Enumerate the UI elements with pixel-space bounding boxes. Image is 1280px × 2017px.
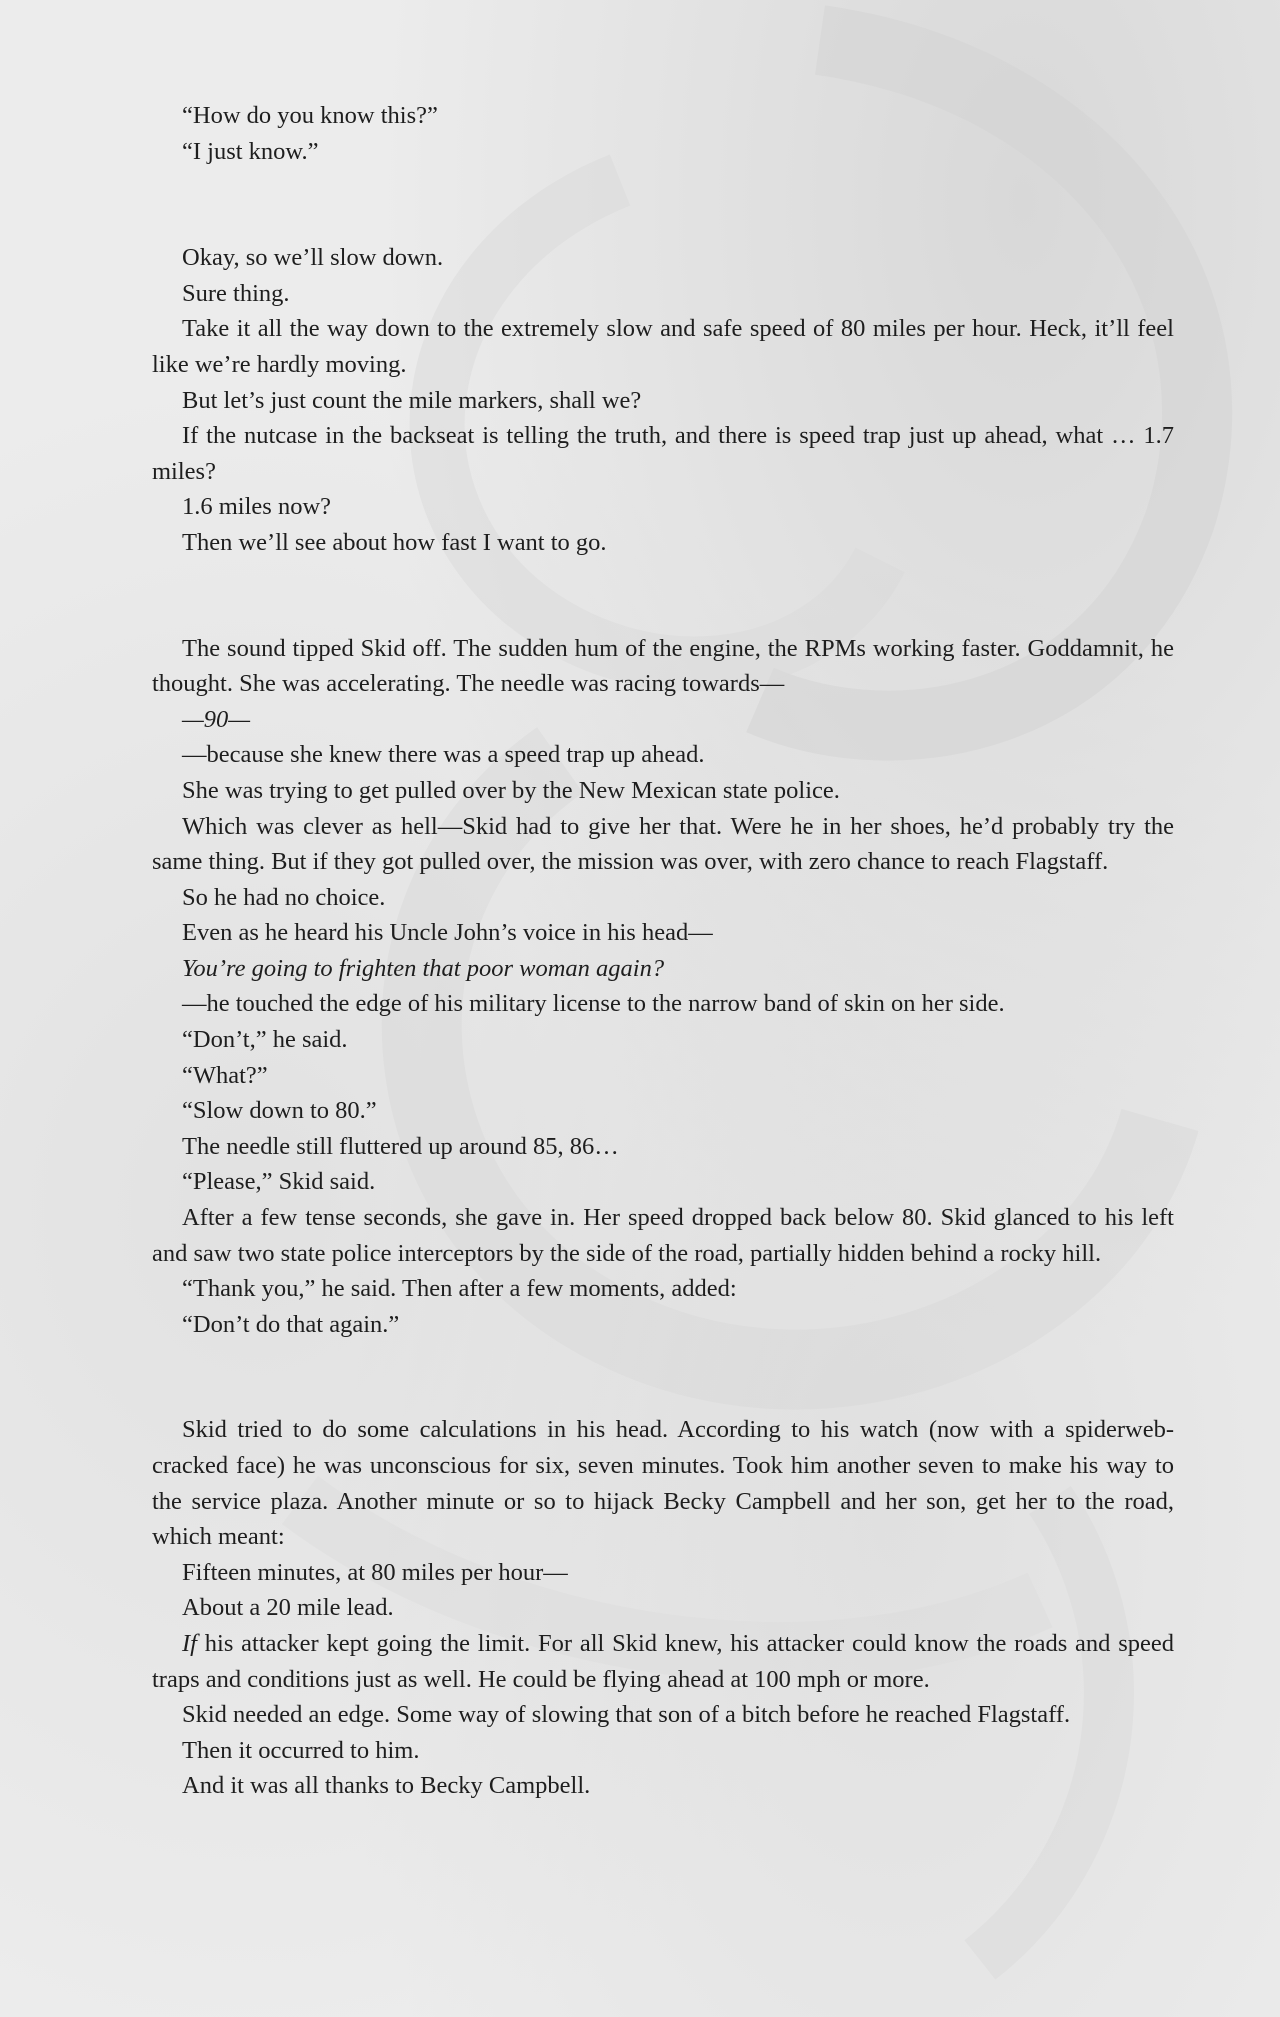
paragraph: The sound tipped Skid off. The sudden hum of the engine, the RPMs working faster. Goddamnit, he thought. She was accelerating. The needle was racing towards— <box>152 634 1174 698</box>
paragraph: Then it occurred to him. <box>182 1736 420 1764</box>
paragraph: Okay, so we’ll slow down. <box>182 244 444 272</box>
italic-line: You’re going to frighten that poor woman again? <box>182 954 665 982</box>
dialogue-line: “Don’t,” he said. <box>182 1026 348 1054</box>
dialogue-line: “Please,” Skid said. <box>182 1168 376 1196</box>
paragraph: Which was clever as hell—Skid had to give her that. Were he in her shoes, he’d probably try the same thing. But if they got pulled over, the mission was over, with zero chance to reach Flagstaff. <box>152 812 1174 876</box>
paragraph: Sure thing. <box>182 279 290 307</box>
italic-line: —90— <box>182 705 251 733</box>
dialogue-line: “What?” <box>182 1061 268 1089</box>
paragraph: Take it all the way down to the extremely slow and safe speed of 80 miles per hour. Heck, it’ll feel like we’re hardly moving. <box>152 315 1174 378</box>
paragraph <box>152 1626 1174 1697</box>
paragraph: So he had no choice. <box>182 883 386 911</box>
paragraph: Even as he heard his Uncle John’s voice in his head— <box>182 919 713 947</box>
section-break <box>152 1342 1174 1412</box>
paragraph: Skid needed an edge. Some way of slowing that son of a bitch before he reached Flagstaff. <box>182 1701 1071 1729</box>
dialogue-line: “I just know.” <box>182 137 319 165</box>
dialogue-line: “Slow down to 80.” <box>182 1097 377 1125</box>
paragraph: But let’s just count the mile markers, shall we? <box>182 386 642 414</box>
paragraph: About a 20 mile lead. <box>182 1594 394 1622</box>
paragraph: If the nutcase in the backseat is telling the truth, and there is speed trap just up ahead, what … 1.7 miles? <box>152 422 1174 485</box>
paragraph: —he touched the edge of his military license to the narrow band of skin on her side. <box>182 990 1005 1018</box>
paragraph: Then we’ll see about how fast I want to go. <box>182 528 607 556</box>
paragraph: Fifteen minutes, at 80 miles per hour— <box>182 1558 568 1586</box>
paragraph: 1.6 miles now? <box>182 493 332 521</box>
paragraph: After a few tense seconds, she gave in. Her speed dropped back below 80. Skid glanced to his left and saw two state police interceptors by the side of the road, partially hidden behind a rocky hill. <box>152 1204 1174 1267</box>
paragraph: “Thank you,” he said. Then after a few moments, added: <box>182 1275 737 1303</box>
page-body-text <box>152 98 1174 1804</box>
paragraph: Skid tried to do some calculations in his head. According to his watch (now with a spiderweb-cracked face) he was unconscious for six, seven minutes. Took him another seven to make his way to the service plaza. Another minute or so to hijack Becky Campbell and her son, get her to the road, which meant: <box>152 1416 1174 1551</box>
paragraph: —because she knew there was a speed trap up ahead. <box>182 741 705 769</box>
section-break <box>152 169 1174 240</box>
dialogue-line: “How do you know this?” <box>182 102 438 129</box>
paragraph-rest: his attacker kept going the limit. For all Skid knew, his attacker could know the roads and speed traps and conditions just as well. He could be flying ahead at 100 mph or more. <box>152 1629 1174 1693</box>
paragraph: The needle still fluttered up around 85, 86… <box>182 1132 619 1160</box>
italic-word: If <box>182 1629 197 1657</box>
paragraph: She was trying to get pulled over by the New Mexican state police. <box>182 776 840 804</box>
section-break <box>152 561 1174 631</box>
paragraph: And it was all thanks to Becky Campbell. <box>182 1772 591 1800</box>
dialogue-line: “Don’t do that again.” <box>182 1310 400 1338</box>
